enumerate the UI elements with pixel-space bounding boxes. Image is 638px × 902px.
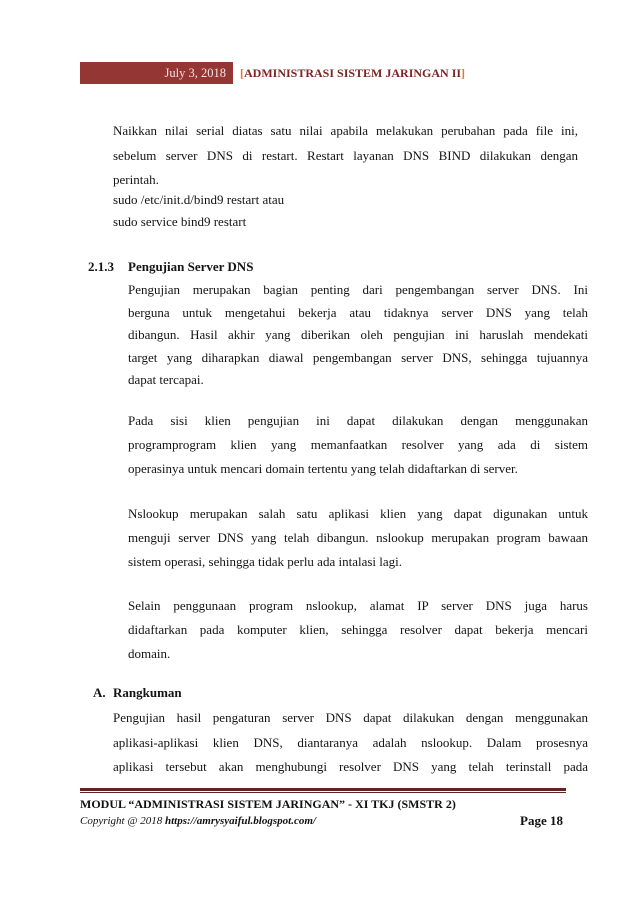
page-number: Page 18 [520,813,563,828]
section-paragraph [128,594,588,666]
intro-paragraph [113,119,578,193]
header-bracket-close: ] [461,66,466,80]
text-line: menguji server DNS yang telah dibangun. nslookup merupakan program bawaan [128,530,588,545]
text-line: sistem operasi, sehingga tidak perlu ada intalasi lagi. [128,554,403,569]
summary-paragraph [113,706,588,780]
footer-rule [80,788,566,791]
command-line: sudo /etc/init.d/bind9 restart atau [113,192,285,207]
section-number: 2.1.3 [88,259,114,274]
text-line: Pada sisi klien pengujian ini dapat dilakukan dengan menggunakan [128,413,588,428]
text-line: target yang diharapkan diawal pengembangan server DNS, sehingga tujuannya [128,349,588,365]
section-title: Pengujian Server DNS [128,259,254,274]
text-line: dibangun. Hasil akhir yang diberikan oleh pengujian ini haruslah mendekati [128,327,588,342]
text-line: perintah. [113,172,159,187]
command-lines [113,189,578,233]
footer-copyright [80,814,316,828]
text-line: didaftarkan pada komputer klien, sehingga resolver dapat bekerja mencari [128,622,588,637]
section-paragraph [128,502,588,574]
text-line: operasinya untuk mencari domain tertentu yang telah didaftarkan di server. [128,461,518,476]
text-line: dapat tercapai. [128,372,204,387]
section-paragraph [128,409,588,481]
section-paragraph [128,279,588,392]
text-line: aplikasi tersebut akan menghubungi resolver DNS yang telah terinstall pada [113,759,588,774]
command-line: sudo service bind9 restart [113,214,247,229]
header-title-text: ADMINISTRASI SISTEM JARINGAN II [244,66,462,80]
header-date: July 3, 2018 [164,66,226,80]
text-line: berguna untuk mengetahui bekerja atau tidaknya server DNS yang telah [128,304,588,320]
header-title [240,62,465,84]
summary-title: Rangkuman [113,685,182,700]
footer-rule-thin [80,792,566,793]
header-bracket-open: [ [240,66,244,80]
text-line: domain. [128,646,171,661]
footer-copyright-text: Copyright @ 2018 [80,815,163,827]
text-line: Selain penggunaan program nslookup, alamat IP server DNS juga harus [128,598,588,613]
summary-label: A. [93,685,106,700]
text-line: programprogram klien yang memanfaatkan resolver yang ada di sistem [128,437,588,452]
text-line: sebelum server DNS di restart. Restart layanan DNS BIND dilakukan dengan [113,147,578,163]
text-line: Pengujian merupakan bagian penting dari pengembangan server DNS. Ini [128,282,588,297]
header-date-bar [80,62,233,84]
footer-module-title: MODUL “ADMINISTRASI SISTEM JARINGAN” - XI TKJ (SMSTR 2) [80,797,456,811]
text-line: Pengujian hasil pengaturan server DNS dapat dilakukan dengan menggunakan [113,710,588,725]
text-line: Naikkan nilai serial diatas satu nilai apabila melakukan perubahan pada file ini, [113,123,578,138]
text-line: Nslookup merupakan salah satu aplikasi klien yang dapat digunakan untuk [128,506,588,521]
footer-url: https://amrysyaiful.blogspot.com/ [164,815,316,827]
text-line: aplikasi-aplikasi klien DNS, diantaranya adalah nslookup. Dalam prosesnya [113,734,588,750]
